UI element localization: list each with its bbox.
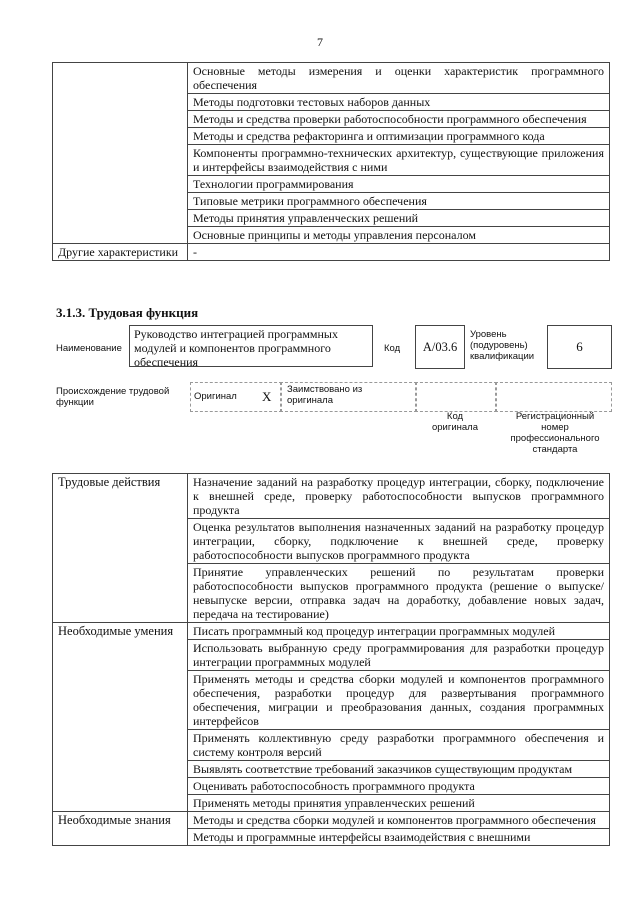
reg-number-box — [495, 382, 612, 412]
knowledge-item: Методы принятия управленческих решений — [188, 210, 610, 227]
knowledge-item: Методы и программные интерфейсы взаимодействия с внешними — [188, 829, 610, 846]
section-title: 3.1.3. Трудовая функция — [56, 305, 199, 320]
level-label: Уровень (подуровень) квалификации — [470, 329, 535, 362]
skill-item: Применять коллективную среду разработки программного обеспечения и систему контроля версий — [188, 730, 610, 761]
knowledge-item: Методы и средства сборки модулей и компонентов программного обеспечения — [188, 812, 610, 829]
code-original-box — [415, 382, 497, 412]
table-row — [53, 244, 610, 261]
skill-item: Применять методы и средства сборки модулей и компонентов программного обеспечения, разработки процедур для развертывания программного обеспечения, миграции и преобразования данных, создания программных интерфейсов — [188, 671, 610, 730]
original-mark: X — [262, 389, 272, 404]
table-row — [53, 623, 610, 640]
skill-item: Применять методы принятия управленческих решений — [188, 795, 610, 812]
page-number: 7 — [317, 35, 323, 49]
skill-item: Оценивать работоспособность программного продукта — [188, 778, 610, 795]
table-row — [53, 474, 610, 519]
knowledge-table-continuation — [52, 62, 610, 261]
knowledge-item: Методы подготовки тестовых наборов данных — [188, 94, 610, 111]
knowledge-item: Компоненты программно-технических архитектур, существующие приложения и интерфейсы взаимодействия с ними — [188, 145, 610, 176]
empty-label-cell — [53, 63, 188, 244]
code-label: Код — [384, 343, 401, 354]
knowledge-item: Технологии программирования — [188, 176, 610, 193]
knowledge-item: Основные принципы и методы управления персоналом — [188, 227, 610, 244]
labor-action-item: Назначение заданий на разработку процедур интеграции, сборку, подключение к внешней среде, проверку работоспособности выпусков программного продукта — [188, 474, 610, 519]
knowledge-item: Типовые метрики программного обеспечения — [188, 193, 610, 210]
labor-function-table — [52, 473, 610, 846]
knowledge-item: Методы и средства рефакторинга и оптимизации программного кода — [188, 128, 610, 145]
labor-actions-label: Трудовые действия — [53, 474, 188, 623]
borrowed-label: Заимствовано из оригинала — [287, 384, 363, 406]
knowledge-item: Методы и средства проверки работоспособности программного обеспечения — [188, 111, 610, 128]
origin-label: Происхождение трудовой функции — [56, 386, 170, 408]
labor-action-item: Принятие управленческих решений по результатам проверки работоспособности выпусков программного продукта (решение о выпуске/невыпуске версии, отправка задач на доработку, добавление новых задач, передача на тестирование) — [188, 564, 610, 623]
skills-label: Необходимые умения — [53, 623, 188, 812]
reg-number-caption: Регистрационный номер профессионального стандарта — [510, 411, 600, 455]
level-value-box: 6 — [547, 325, 612, 369]
knowledge-item: Основные методы измерения и оценки характеристик программного обеспечения — [188, 63, 610, 94]
name-label: Наименование — [56, 343, 122, 354]
other-characteristics-label: Другие характеристики — [53, 244, 188, 261]
function-name-box: Руководство интеграцией программных модулей и компонентов программного обеспечения — [129, 325, 373, 367]
original-label: Оригинал — [194, 391, 237, 402]
knowledge-label: Необходимые знания — [53, 812, 188, 846]
other-characteristics-value: - — [188, 244, 610, 261]
code-original-caption: Код оригинала — [431, 411, 478, 433]
code-value-box: A/03.6 — [415, 325, 465, 369]
table-row — [53, 63, 610, 94]
skill-item: Писать программный код процедур интеграции программных модулей — [188, 623, 610, 640]
skill-item: Использовать выбранную среду программирования для разработки процедур интеграции программных модулей — [188, 640, 610, 671]
labor-action-item: Оценка результатов выполнения назначенных заданий на разработку процедур интеграции, сборку, подключение к внешней среде, проверку работоспособности выпусков программного продукта — [188, 519, 610, 564]
skill-item: Выявлять соответствие требований заказчиков существующим продуктам — [188, 761, 610, 778]
table-row — [53, 812, 610, 829]
